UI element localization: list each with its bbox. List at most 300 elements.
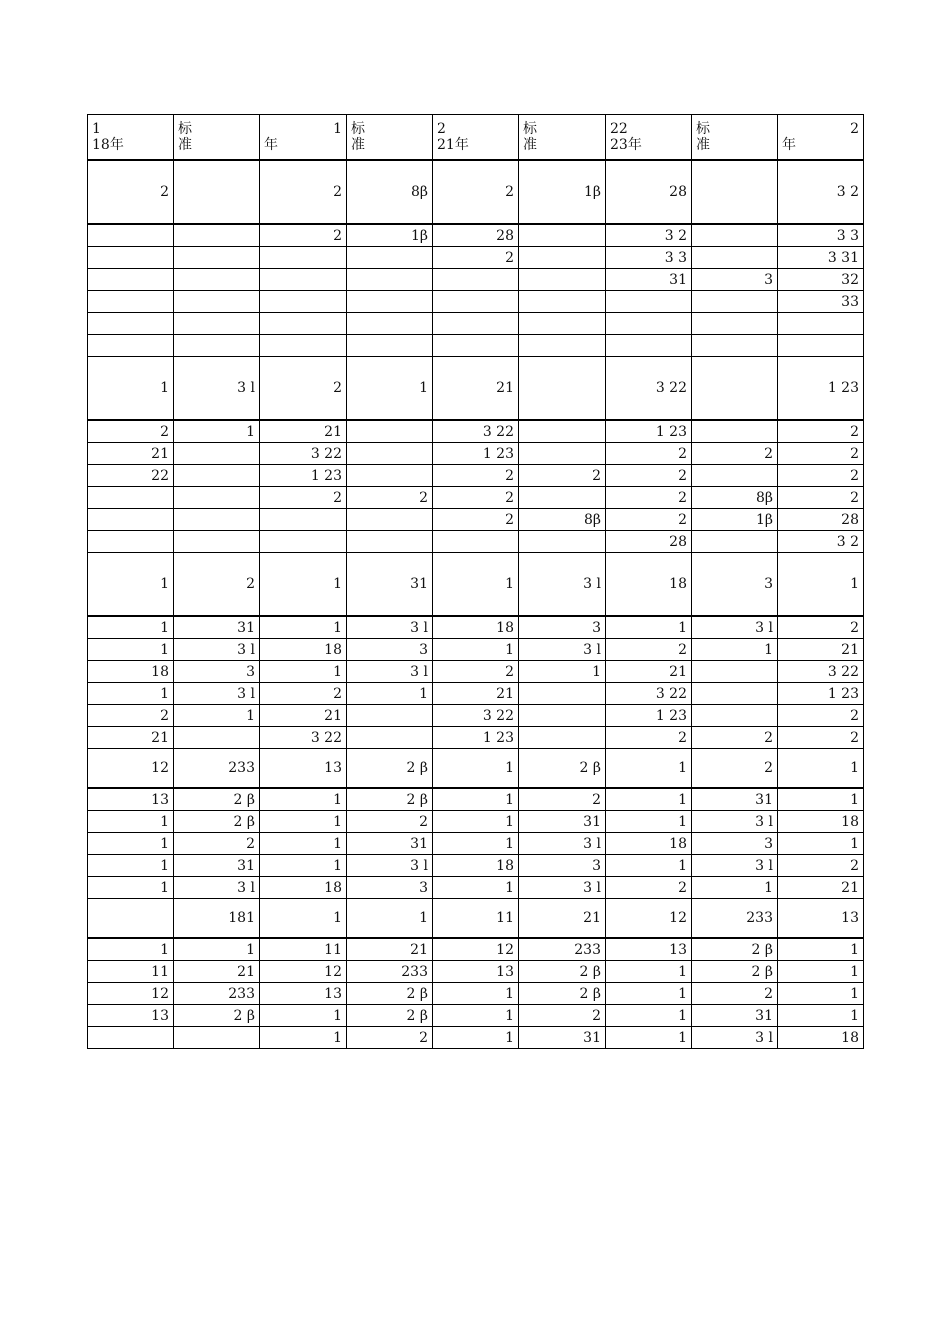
- table-cell: 2: [778, 616, 864, 639]
- table-cell: [692, 335, 778, 357]
- table-cell: 13: [260, 749, 347, 789]
- table-cell: [606, 335, 692, 357]
- table-cell: [88, 291, 174, 313]
- table-cell: 12: [433, 938, 519, 961]
- table-cell: [260, 531, 347, 553]
- header-cell-top: 标: [351, 121, 365, 137]
- table-cell: 1 23: [433, 727, 519, 749]
- table-cell: 2 β: [519, 961, 606, 983]
- table-cell: 3 22: [260, 443, 347, 465]
- table-cell: 2: [347, 487, 433, 509]
- table-cell: 2: [260, 224, 347, 247]
- table-cell: [519, 291, 606, 313]
- table-cell: 2: [606, 465, 692, 487]
- table-cell: 1: [174, 705, 260, 727]
- table-cell: 3: [519, 616, 606, 639]
- table-cell: 31: [347, 553, 433, 617]
- table-cell: 31: [692, 1005, 778, 1027]
- table-cell: 1: [88, 833, 174, 855]
- table-cell: [692, 705, 778, 727]
- table-cell: 3 2: [778, 160, 864, 224]
- table-cell: 2: [260, 487, 347, 509]
- table-cell: 2 β: [519, 983, 606, 1005]
- table-cell: 1: [88, 639, 174, 661]
- table-row: [88, 961, 864, 983]
- table-cell: 31: [347, 833, 433, 855]
- table-cell: [692, 683, 778, 705]
- table-cell: 3 22: [606, 357, 692, 421]
- table-cell: 18: [260, 877, 347, 899]
- header-row: [88, 115, 864, 161]
- table-cell: 18: [88, 661, 174, 683]
- header-cell: [519, 115, 606, 161]
- table-cell: [174, 335, 260, 357]
- table-row: [88, 160, 864, 224]
- table-cell: 2: [347, 811, 433, 833]
- table-cell: 2: [260, 160, 347, 224]
- table-row: [88, 357, 864, 421]
- table-cell: 2: [519, 1005, 606, 1027]
- table-cell: [519, 247, 606, 269]
- table-row: [88, 661, 864, 683]
- table-cell: 2: [88, 420, 174, 443]
- table-cell: 1 23: [778, 357, 864, 421]
- table-cell: [519, 269, 606, 291]
- table-row: [88, 531, 864, 553]
- table-row: [88, 313, 864, 335]
- table-cell: [260, 269, 347, 291]
- table-cell: 8β: [519, 509, 606, 531]
- table-row: [88, 938, 864, 961]
- table-cell: [260, 313, 347, 335]
- table-cell: 3 l: [347, 661, 433, 683]
- table-cell: 1: [606, 749, 692, 789]
- table-cell: 1: [778, 1005, 864, 1027]
- table-row: [88, 269, 864, 291]
- table-cell: [519, 224, 606, 247]
- table-cell: 1: [778, 961, 864, 983]
- table-cell: 2 β: [519, 749, 606, 789]
- table-cell: 1: [174, 938, 260, 961]
- table-cell: 2: [778, 705, 864, 727]
- table-cell: [433, 531, 519, 553]
- table-cell: 18: [433, 616, 519, 639]
- table-row: [88, 705, 864, 727]
- header-cell: [692, 115, 778, 161]
- table-cell: 2: [778, 465, 864, 487]
- table-cell: 1: [433, 811, 519, 833]
- header-cell: [433, 115, 519, 161]
- table-cell: 12: [260, 961, 347, 983]
- table-cell: 28: [778, 509, 864, 531]
- table-cell: [174, 269, 260, 291]
- table-row: [88, 833, 864, 855]
- table-row: [88, 443, 864, 465]
- table-cell: 1: [260, 616, 347, 639]
- table-cell: [174, 465, 260, 487]
- table-cell: 1: [778, 553, 864, 617]
- table-cell: [174, 443, 260, 465]
- table-cell: 1: [174, 420, 260, 443]
- table-cell: [174, 1027, 260, 1049]
- table-cell: [433, 269, 519, 291]
- table-cell: [778, 335, 864, 357]
- table-row: [88, 553, 864, 617]
- table-cell: 3 l: [692, 811, 778, 833]
- table-cell: [88, 531, 174, 553]
- table-cell: 1: [778, 983, 864, 1005]
- table-cell: 2: [606, 443, 692, 465]
- table-cell: [174, 224, 260, 247]
- table-row: [88, 855, 864, 877]
- table-cell: [88, 269, 174, 291]
- table-row: [88, 465, 864, 487]
- table-cell: 1: [260, 855, 347, 877]
- table-row: [88, 616, 864, 639]
- table-cell: 181: [174, 899, 260, 939]
- table-cell: [174, 291, 260, 313]
- table-cell: [519, 313, 606, 335]
- table-cell: 1: [433, 1005, 519, 1027]
- table-cell: 2 β: [174, 788, 260, 811]
- table-cell: 11: [433, 899, 519, 939]
- table-cell: 13: [433, 961, 519, 983]
- table-cell: 21: [778, 639, 864, 661]
- table-cell: [433, 313, 519, 335]
- table-cell: 21: [260, 420, 347, 443]
- table-cell: [519, 531, 606, 553]
- table-cell: 1: [606, 855, 692, 877]
- header-cell-bottom: 准: [696, 137, 710, 153]
- table-cell: 233: [347, 961, 433, 983]
- header-cell-top: 2: [437, 121, 446, 137]
- table-cell: [174, 160, 260, 224]
- table-cell: 2: [433, 509, 519, 531]
- table-cell: 21: [606, 661, 692, 683]
- table-cell: 1: [260, 1027, 347, 1049]
- table-cell: 2: [174, 833, 260, 855]
- table-cell: 3: [347, 639, 433, 661]
- header-cell: [606, 115, 692, 161]
- table-cell: [88, 224, 174, 247]
- table-cell: 3 l: [692, 616, 778, 639]
- table-cell: [88, 247, 174, 269]
- header-cell-top: 标: [178, 121, 192, 137]
- table-cell: 18: [433, 855, 519, 877]
- table-cell: 1: [347, 899, 433, 939]
- table-cell: 1: [606, 1005, 692, 1027]
- table-cell: [88, 899, 174, 939]
- table-cell: 2 β: [347, 788, 433, 811]
- table-body: [88, 115, 864, 1049]
- table-cell: [347, 443, 433, 465]
- table-cell: 1: [433, 749, 519, 789]
- table-cell: 1: [606, 961, 692, 983]
- header-cell-top: 1: [333, 121, 342, 137]
- header-cell-top: 22: [610, 121, 628, 137]
- table-cell: 1: [433, 983, 519, 1005]
- table-cell: [692, 465, 778, 487]
- table-cell: 11: [88, 961, 174, 983]
- header-cell-bottom: 年: [782, 137, 796, 153]
- table-cell: 21: [433, 683, 519, 705]
- table-cell: 2: [433, 465, 519, 487]
- table-cell: 1: [260, 811, 347, 833]
- table-cell: 2: [692, 443, 778, 465]
- header-cell-bottom: 准: [351, 137, 365, 153]
- table-cell: 1: [606, 616, 692, 639]
- table-cell: [778, 313, 864, 335]
- table-cell: [692, 420, 778, 443]
- table-cell: 1 23: [260, 465, 347, 487]
- table-cell: 1: [347, 683, 433, 705]
- table-cell: 2 β: [347, 749, 433, 789]
- table-cell: 2: [778, 727, 864, 749]
- table-cell: 2: [519, 465, 606, 487]
- table-cell: 1: [88, 811, 174, 833]
- table-cell: 1: [433, 788, 519, 811]
- table-cell: [88, 487, 174, 509]
- table-cell: 1: [88, 855, 174, 877]
- table-cell: [174, 487, 260, 509]
- table-row: [88, 1005, 864, 1027]
- table-cell: 12: [88, 983, 174, 1005]
- table-cell: 2: [778, 443, 864, 465]
- table-cell: 2: [606, 727, 692, 749]
- table-cell: 1: [606, 788, 692, 811]
- table-cell: 1: [88, 683, 174, 705]
- table-cell: 3 l: [519, 833, 606, 855]
- table-cell: 2 β: [174, 1005, 260, 1027]
- data-table: [87, 114, 864, 1049]
- table-cell: 13: [88, 1005, 174, 1027]
- table-cell: 1: [433, 833, 519, 855]
- table-cell: 1: [692, 877, 778, 899]
- table-cell: 8β: [347, 160, 433, 224]
- table-cell: 18: [606, 553, 692, 617]
- table-cell: 2 β: [174, 811, 260, 833]
- table-cell: 1β: [347, 224, 433, 247]
- table-cell: 21: [778, 877, 864, 899]
- table-cell: 1: [606, 811, 692, 833]
- table-cell: 2: [88, 705, 174, 727]
- table-cell: 31: [174, 616, 260, 639]
- table-cell: 3 22: [433, 705, 519, 727]
- table-cell: 1: [692, 639, 778, 661]
- table-cell: 1: [433, 553, 519, 617]
- table-row: [88, 224, 864, 247]
- table-cell: 1: [433, 877, 519, 899]
- table-cell: 18: [778, 811, 864, 833]
- table-cell: 13: [88, 788, 174, 811]
- table-cell: 3 l: [519, 639, 606, 661]
- table-cell: 3 22: [433, 420, 519, 443]
- table-cell: 3 l: [692, 855, 778, 877]
- table-cell: 1: [347, 357, 433, 421]
- table-cell: 1β: [519, 160, 606, 224]
- header-cell-top: 1: [92, 121, 101, 137]
- table-cell: 3: [692, 833, 778, 855]
- table-row: [88, 877, 864, 899]
- table-cell: 3: [174, 661, 260, 683]
- header-cell-bottom: 年: [264, 137, 278, 153]
- table-cell: 3 22: [260, 727, 347, 749]
- table-cell: 13: [606, 938, 692, 961]
- table-cell: [692, 247, 778, 269]
- table-cell: 2: [433, 160, 519, 224]
- table-cell: 28: [606, 531, 692, 553]
- table-cell: 8β: [692, 487, 778, 509]
- table-cell: [88, 335, 174, 357]
- table-cell: 233: [174, 749, 260, 789]
- table-cell: 21: [260, 705, 347, 727]
- table-cell: 1: [433, 639, 519, 661]
- table-cell: 31: [692, 788, 778, 811]
- table-cell: 2: [174, 553, 260, 617]
- table-row: [88, 335, 864, 357]
- table-cell: 1: [519, 661, 606, 683]
- table-cell: 233: [519, 938, 606, 961]
- table-cell: 21: [88, 727, 174, 749]
- table-cell: 3: [519, 855, 606, 877]
- table-cell: 3 2: [606, 224, 692, 247]
- table-cell: 3 31: [778, 247, 864, 269]
- header-cell-bottom: 21年: [437, 137, 469, 153]
- table-cell: 1: [88, 877, 174, 899]
- table-cell: [88, 313, 174, 335]
- table-cell: 1: [778, 938, 864, 961]
- table-cell: [519, 727, 606, 749]
- header-cell-top: 标: [523, 121, 537, 137]
- table-cell: 3: [347, 877, 433, 899]
- table-cell: [174, 247, 260, 269]
- table-cell: 31: [519, 811, 606, 833]
- table-cell: 2: [88, 160, 174, 224]
- table-cell: 1: [260, 788, 347, 811]
- table-cell: 3 l: [174, 877, 260, 899]
- table-cell: [519, 683, 606, 705]
- table-cell: [692, 661, 778, 683]
- table-cell: [174, 509, 260, 531]
- table-cell: [347, 269, 433, 291]
- table-cell: [692, 291, 778, 313]
- header-cell-bottom: 23年: [610, 137, 642, 153]
- table-cell: 1: [260, 833, 347, 855]
- table-cell: 233: [692, 899, 778, 939]
- table-cell: 33: [778, 291, 864, 313]
- table-cell: [88, 1027, 174, 1049]
- table-cell: 1 23: [433, 443, 519, 465]
- table-row: [88, 291, 864, 313]
- header-cell: [778, 115, 864, 161]
- table-cell: 1: [778, 833, 864, 855]
- table-cell: [347, 705, 433, 727]
- table-cell: 2: [606, 509, 692, 531]
- table-cell: [260, 247, 347, 269]
- table-cell: 18: [778, 1027, 864, 1049]
- header-cell-top: 2: [850, 121, 859, 137]
- table-cell: 2: [692, 983, 778, 1005]
- table-cell: [347, 420, 433, 443]
- table-row: [88, 509, 864, 531]
- table-cell: 2: [606, 639, 692, 661]
- table-cell: 3 3: [606, 247, 692, 269]
- table-cell: 3 l: [174, 639, 260, 661]
- table-cell: 18: [606, 833, 692, 855]
- table-cell: 31: [174, 855, 260, 877]
- table-cell: 1: [88, 616, 174, 639]
- table-cell: [260, 291, 347, 313]
- table-cell: 2 β: [347, 983, 433, 1005]
- table-cell: 1: [88, 938, 174, 961]
- table-row: [88, 899, 864, 939]
- table-cell: 2: [778, 855, 864, 877]
- table-row: [88, 727, 864, 749]
- table-cell: 1: [260, 553, 347, 617]
- table-cell: 2 β: [692, 938, 778, 961]
- table-cell: 3 22: [778, 661, 864, 683]
- table-cell: [347, 509, 433, 531]
- table-cell: 2: [347, 1027, 433, 1049]
- table-cell: 1β: [692, 509, 778, 531]
- table-cell: 1: [260, 661, 347, 683]
- table-cell: 3 22: [606, 683, 692, 705]
- table-cell: 3: [692, 269, 778, 291]
- table-cell: 18: [260, 639, 347, 661]
- table-row: [88, 788, 864, 811]
- table-cell: [347, 727, 433, 749]
- table-cell: [519, 443, 606, 465]
- table-cell: [606, 313, 692, 335]
- table-row: [88, 420, 864, 443]
- table-cell: [519, 420, 606, 443]
- table-cell: 2: [433, 487, 519, 509]
- table-cell: 31: [519, 1027, 606, 1049]
- table-cell: 3 3: [778, 224, 864, 247]
- table-cell: 3 l: [347, 616, 433, 639]
- header-cell-bottom: 准: [523, 137, 537, 153]
- table-cell: 28: [606, 160, 692, 224]
- table-cell: [606, 291, 692, 313]
- table-row: [88, 1027, 864, 1049]
- table-cell: 2 β: [347, 1005, 433, 1027]
- table-cell: [692, 313, 778, 335]
- header-cell-bottom: 18年: [92, 137, 124, 153]
- table-cell: [347, 335, 433, 357]
- table-cell: [692, 357, 778, 421]
- table-cell: 233: [174, 983, 260, 1005]
- table-cell: 32: [778, 269, 864, 291]
- table-cell: 3 l: [519, 877, 606, 899]
- table-cell: 21: [433, 357, 519, 421]
- table-row: [88, 749, 864, 789]
- header-cell-top: 标: [696, 121, 710, 137]
- table-cell: [433, 291, 519, 313]
- table-row: [88, 639, 864, 661]
- table-cell: [347, 313, 433, 335]
- table-cell: 12: [88, 749, 174, 789]
- table-cell: [519, 487, 606, 509]
- table-cell: 2: [778, 420, 864, 443]
- header-cell-bottom: 准: [178, 137, 192, 153]
- table-cell: [519, 335, 606, 357]
- table-cell: [433, 335, 519, 357]
- table-cell: 1: [433, 1027, 519, 1049]
- table-cell: 2: [692, 727, 778, 749]
- header-cell: [260, 115, 347, 161]
- table-cell: 1: [260, 1005, 347, 1027]
- table-cell: 2: [692, 749, 778, 789]
